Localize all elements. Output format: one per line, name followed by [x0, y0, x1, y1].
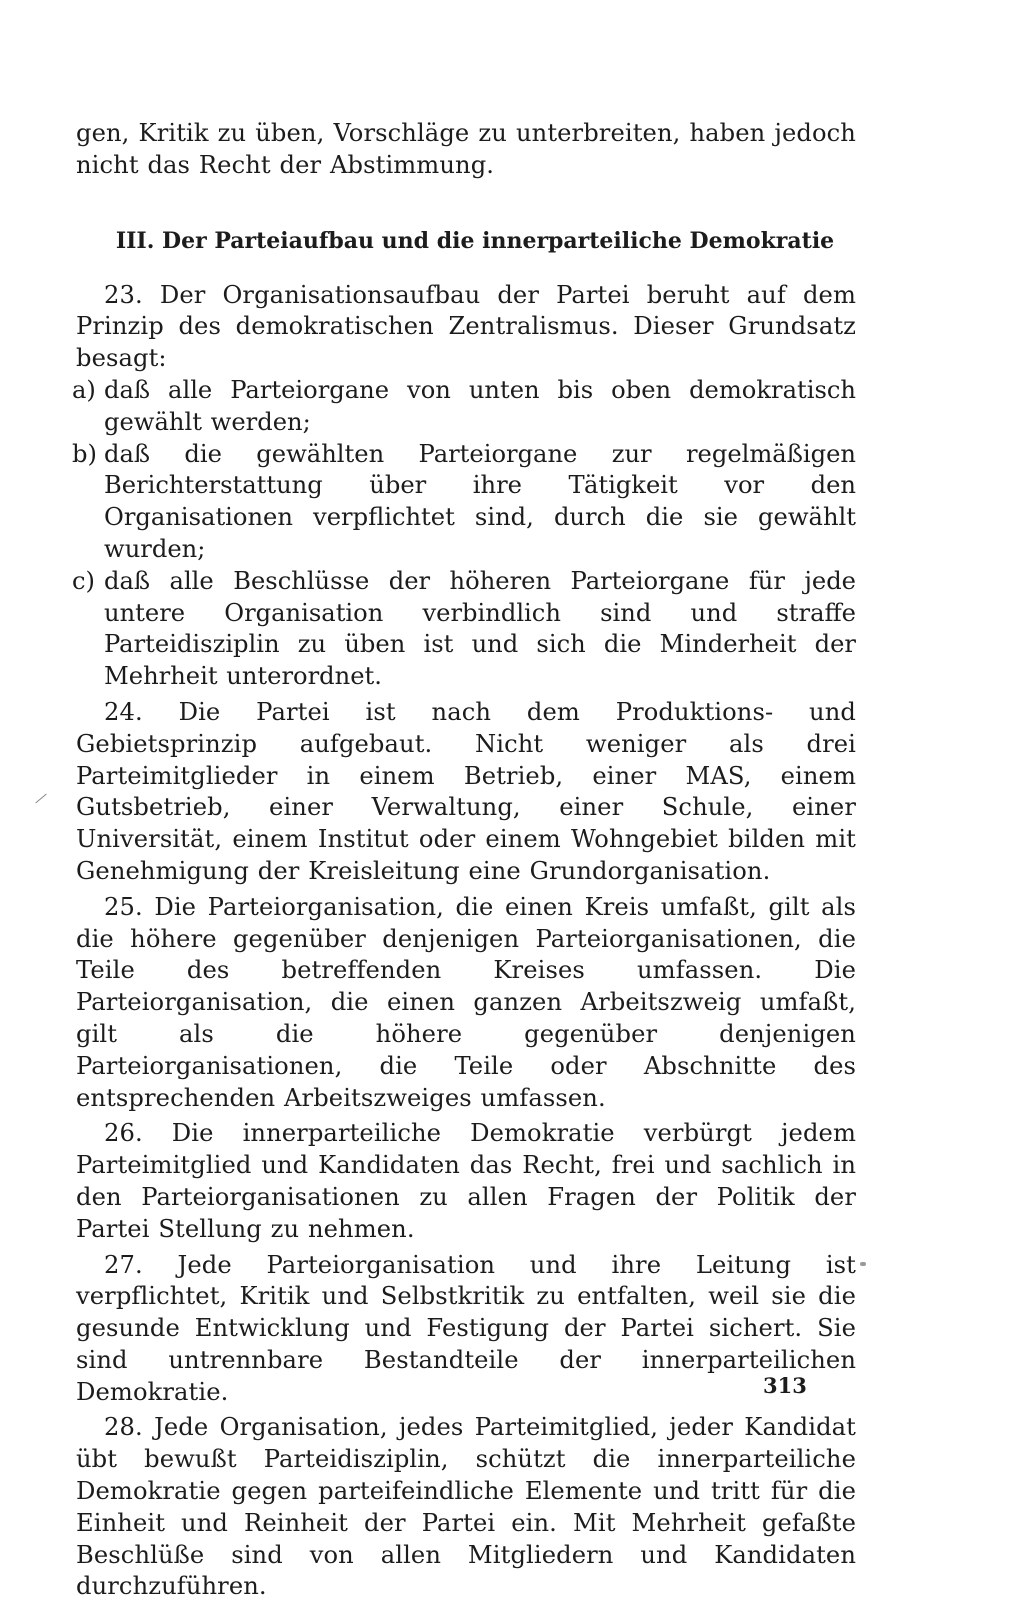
list-marker: b)	[72, 439, 97, 468]
list-text: daß alle Beschlüsse der höheren Parteiorgane für jede untere Organisation verbindlich sind und straffe Parteidisziplin zu üben ist und sich die Minderheit der Mehrheit unterordnet.	[104, 566, 856, 691]
list-text: daß die gewählten Parteiorgane zur regelmäßigen Berichterstattung über ihre Tätigkeit vor den Organisationen verpflichtet sind, durch die sie gewählt wurden;	[104, 439, 856, 563]
paragraph-24: 24. Die Partei ist nach dem Produktions- und Gebietsprinzip aufgebaut. Nicht weniger als drei Parteimitglieder in einem Betrieb, einer MAS, einem Gutsbetrieb, einer Verwaltung, einer Schule, einer Universität, einem Institut oder einem Wohngebiet bilden mit Genehmigung der Kreisleitung eine Grundorganisation.	[76, 697, 856, 885]
paragraph-27: 27. Jede Parteiorganisation und ihre Leitung ist verpflichtet, Kritik und Selbstkritik zu entfalten, weil sie die gesunde Entwicklung und Festigung der Partei sichert. Sie sind untrennbare Bestandteile der innerparteilichen Demokratie.	[76, 1250, 856, 1406]
margin-ink-speck	[860, 1262, 866, 1266]
section-heading: III. Der Parteiaufbau und die innerparteiliche Demokratie	[115, 227, 835, 254]
margin-pencil-mark	[35, 794, 46, 804]
list-marker: a)	[72, 375, 96, 404]
paragraph-26: 26. Die innerparteiliche Demokratie verbürgt jedem Parteimitglied und Kandidaten das Recht, frei und sachlich in den Parteiorganisationen zu allen Fragen der Politik der Partei Stellung zu nehmen.	[76, 1119, 856, 1243]
list-marker: c)	[72, 566, 95, 595]
list-item-b	[72, 439, 856, 566]
page-number: 313	[763, 1373, 807, 1398]
page-body	[72, 118, 856, 1603]
paragraph-28: 28. Jede Organisation, jedes Parteimitglied, jeder Kandidat übt bewußt Parteidisziplin, schützt die innerparteiliche Demokratie gegen parteifeindliche Elemente und tritt für die Einheit und Reinheit der Partei ein. Mit Mehrheit gefaßte Beschlüße sind von allen Mitgliedern und Kandidaten durchzuführen.	[76, 1413, 856, 1601]
list-text: daß alle Parteiorgane von unten bis oben demokratisch gewählt werden;	[104, 375, 856, 436]
paragraph-23-intro: 23. Der Organisationsaufbau der Partei beruht auf dem Prinzip des demokratischen Zentralismus. Dieser Grundsatz besagt:	[76, 280, 856, 373]
intro-paragraph: gen, Kritik zu üben, Vorschläge zu unterbreiten, haben jedoch nicht das Recht der Abstimmung.	[76, 119, 856, 179]
list-item-c	[72, 566, 856, 693]
list-item-a	[72, 375, 856, 439]
paragraph-25: 25. Die Parteiorganisation, die einen Kreis umfaßt, gilt als die höhere gegenüber denjenigen Parteiorganisationen, die Teile des betreffenden Kreises umfassen. Die Parteiorganisation, die einen ganzen Arbeitszweig umfaßt, gilt als die höhere gegenüber denjenigen Parteiorganisationen, die Teile oder Abschnitte des entsprechenden Arbeitszweiges umfassen.	[76, 892, 856, 1112]
